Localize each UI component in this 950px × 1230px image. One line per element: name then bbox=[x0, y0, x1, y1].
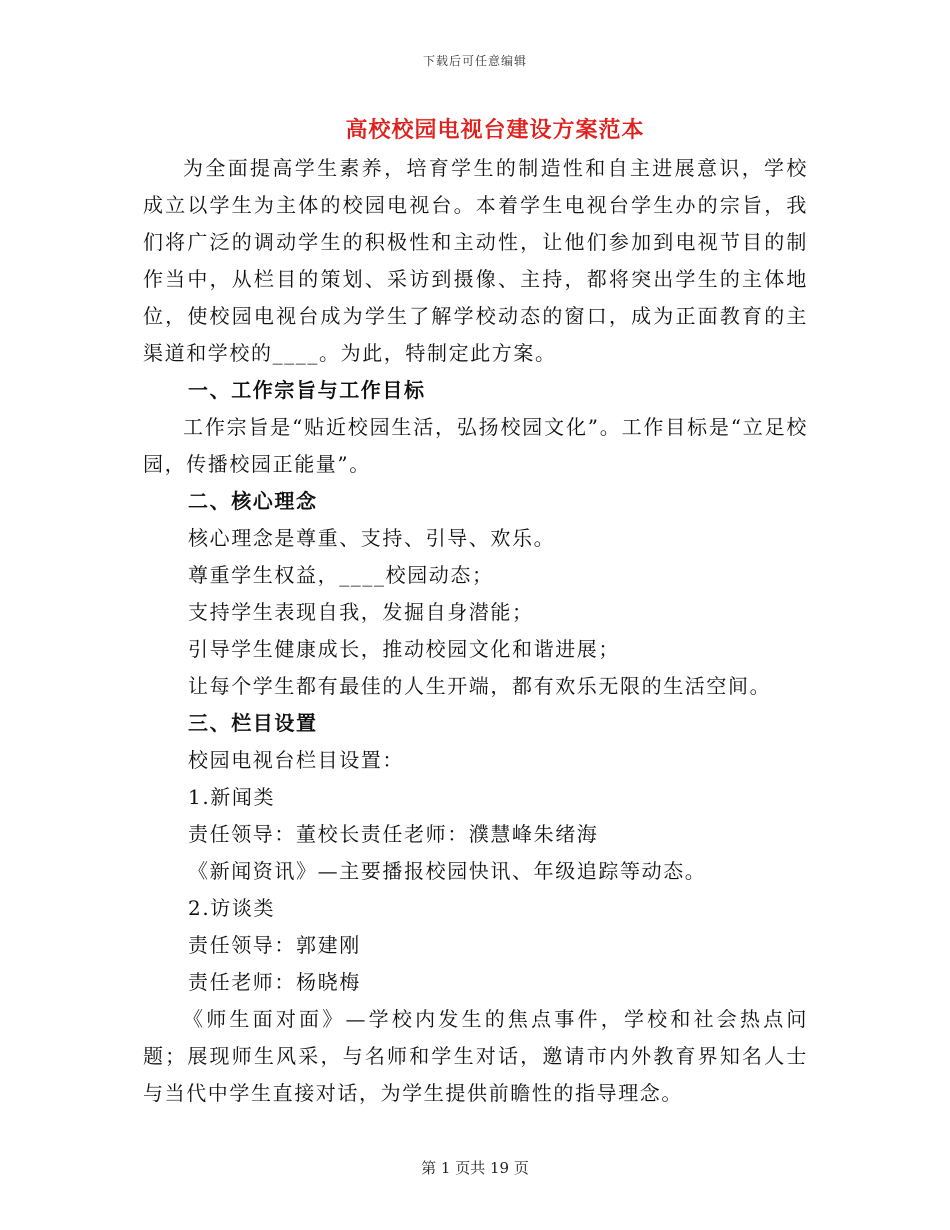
section-heading-goals: 一、工作宗旨与工作目标 bbox=[188, 378, 426, 402]
interview-category-label: 2.访谈类 bbox=[188, 896, 276, 920]
concept-line: 让每个学生都有最佳的人生开端，都有欢乐无限的生活空间。 bbox=[188, 674, 772, 698]
concept-line: 支持学生表现自我，发掘自身潜能； bbox=[188, 600, 534, 624]
section-heading-concept: 二、核心理念 bbox=[188, 489, 318, 513]
page-number: 第 1 页共 19 页 bbox=[421, 1159, 529, 1177]
header-note: 下载后可任意编辑 bbox=[422, 54, 527, 68]
concept-line: 尊重学生权益，____校园动态； bbox=[188, 563, 494, 587]
interview-program: 《师生面对面》—学校内发生的焦点事件，学校和社会热点问题；展现师生风采，与名师和学生对话，邀请市内外教育界知名人士与当代中学生直接对话，为学生提供前瞻性的指导理念。 bbox=[143, 1007, 808, 1105]
section-heading-columns: 三、栏目设置 bbox=[188, 711, 318, 735]
news-program: 《新闻资讯》—主要播报校园快讯、年级追踪等动态。 bbox=[188, 859, 707, 883]
intro-paragraph: 为全面提高学生素养，培育学生的制造性和自主进展意识，学校成立以学生为主体的校园电视台。本着学生电视台学生办的宗旨，我们将广泛的调动学生的积极性和主动性，让他们参加到电视节目的制作当中，从栏目的策划、采访到摄像、主持，都将突出学生的主体地位，使校园电视台成为学生了解学校动态的窗口，成为正面教育的主渠道和学校的____。为此，特制定此方案。 bbox=[143, 156, 808, 365]
columns-intro: 校园电视台栏目设置： bbox=[188, 748, 404, 772]
news-category-label: 1.新闻类 bbox=[188, 785, 276, 809]
interview-leader: 责任领导：郭建刚 bbox=[188, 933, 361, 957]
goals-paragraph: 工作宗旨是“贴近校园生活，弘扬校园文化”。工作目标是“立足校园，传播校园正能量”。 bbox=[143, 415, 808, 476]
document-title: 高校校园电视台建设方案范本 bbox=[345, 117, 645, 143]
interview-teacher: 责任老师：杨晓梅 bbox=[188, 970, 361, 994]
concept-line: 核心理念是尊重、支持、引导、欢乐。 bbox=[188, 526, 556, 550]
document-body bbox=[143, 150, 808, 1112]
concept-line: 引导学生健康成长，推动校园文化和谐进展； bbox=[188, 637, 620, 661]
news-responsible: 责任领导：董校长责任老师：濮慧峰朱绪海 bbox=[188, 822, 599, 846]
